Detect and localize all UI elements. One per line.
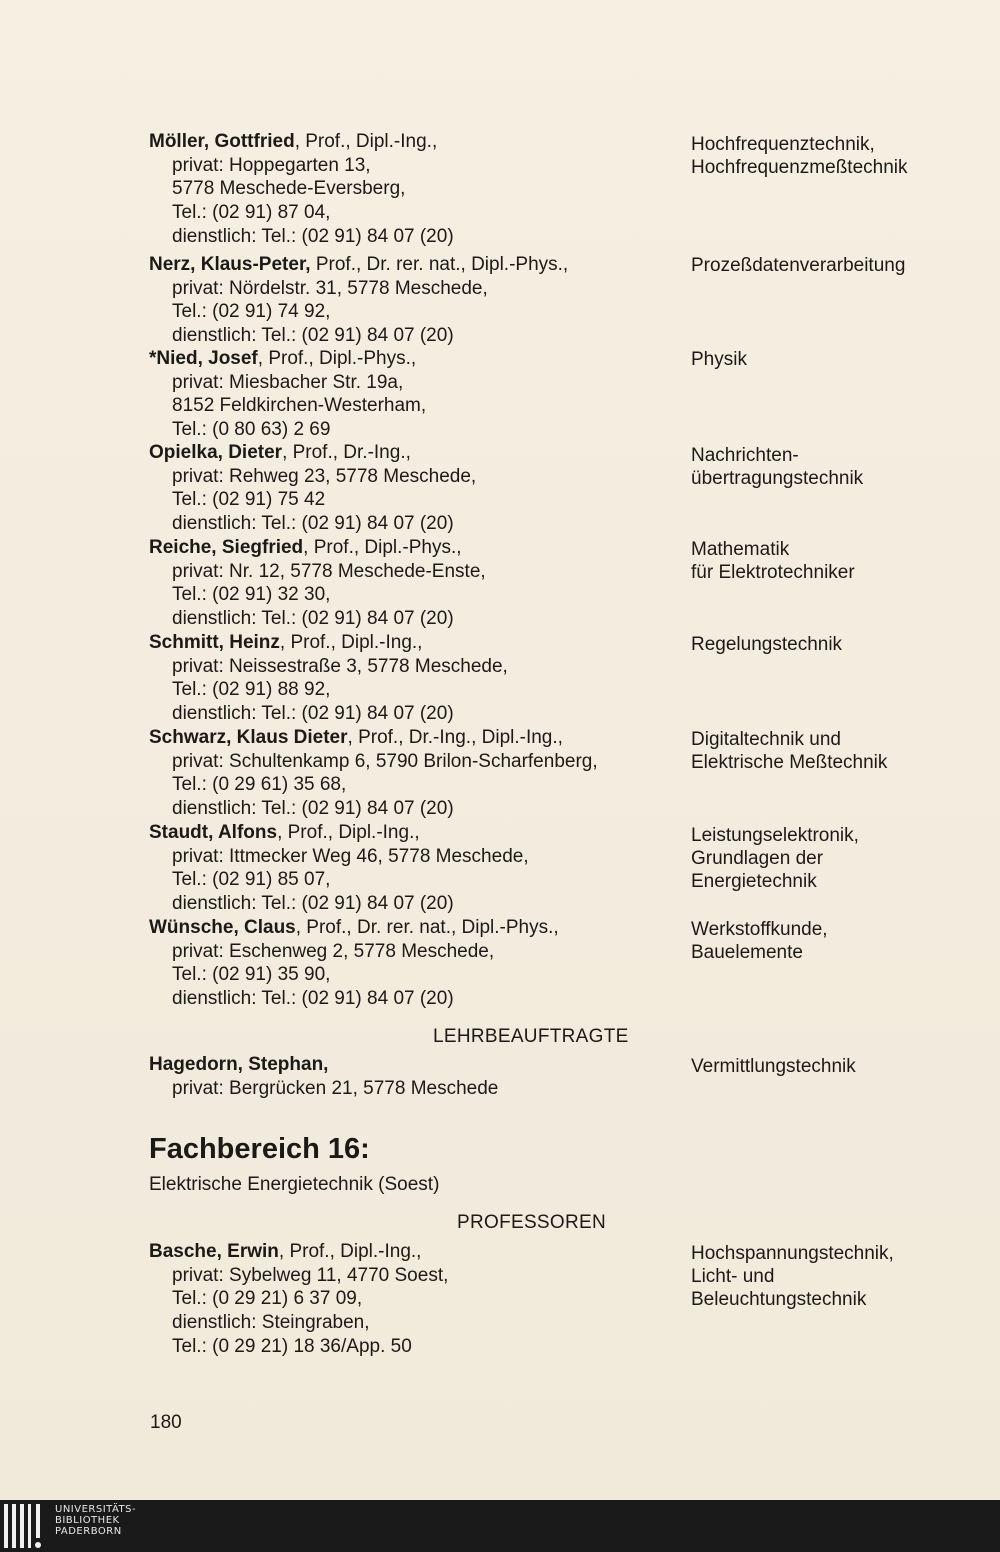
subject-line: Bauelemente xyxy=(691,942,803,963)
library-name xyxy=(55,1504,136,1537)
subject-line: Regelungstechnik xyxy=(691,634,843,655)
staff-entry xyxy=(149,347,669,442)
person-name: Möller, Gottfried xyxy=(149,131,295,152)
contact-line: privat: Nr. 12, 5778 Meschede-Enste, xyxy=(172,560,486,582)
entry-heading xyxy=(149,916,669,940)
entry-heading xyxy=(149,726,669,750)
contact-line: Tel.: (0 29 21) 6 37 09, xyxy=(172,1288,363,1310)
person-title: , Prof., Dipl.-Phys., xyxy=(257,348,417,369)
subject-area xyxy=(691,133,991,179)
section-heading-lehrbeauftragte: LEHRBEAUFTRAGTE xyxy=(433,1026,629,1047)
subject-line: Licht- und xyxy=(691,1266,775,1287)
contact-line: Tel.: (0 80 63) 2 69 xyxy=(172,419,331,441)
subject-line: übertragungstechnik xyxy=(691,468,864,489)
subject-area xyxy=(691,918,991,964)
library-name-line: BIBLIOTHEK xyxy=(55,1515,120,1526)
person-title: , Prof., Dipl.-Ing., xyxy=(279,632,423,653)
person-name: Opielka, Dieter xyxy=(149,442,283,463)
contact-line: Tel.: (02 91) 88 92, xyxy=(172,679,331,701)
contact-line: privat: Schultenkamp 6, 5790 Brilon-Scharfenberg, xyxy=(172,750,598,772)
subject-line: Prozeßdatenverarbeitung xyxy=(691,255,906,276)
subject-line: Hochspannungstechnik, xyxy=(691,1243,894,1264)
subject-line: Hochfrequenzmeßtechnik xyxy=(691,157,908,178)
contact-line: dienstlich: Tel.: (02 91) 84 07 (20) xyxy=(172,988,454,1010)
contact-line: dienstlich: Tel.: (02 91) 84 07 (20) xyxy=(172,225,454,247)
contact-line: privat: Eschenweg 2, 5778 Meschede, xyxy=(172,940,495,962)
contact-line: privat: Neissestraße 3, 5778 Meschede, xyxy=(172,655,508,677)
subject-area xyxy=(691,1242,991,1311)
contact-line: privat: Rehweg 23, 5778 Meschede, xyxy=(172,465,477,487)
contact-line: Tel.: (0 29 61) 35 68, xyxy=(172,774,347,796)
contact-line: dienstlich: Tel.: (02 91) 84 07 (20) xyxy=(172,798,454,820)
subject-line: Leistungselektronik, xyxy=(691,825,859,846)
subject-line: Energietechnik xyxy=(691,871,817,892)
staff-entry xyxy=(149,726,669,821)
subject-area xyxy=(691,444,991,490)
staff-entry xyxy=(149,441,669,536)
entry-heading xyxy=(149,347,669,371)
subject-line: Beleuchtungstechnik xyxy=(691,1289,867,1310)
contact-line: Tel.: (0 29 21) 18 36/App. 50 xyxy=(172,1335,412,1357)
person-title: Prof., Dr. rer. nat., Dipl.-Phys., xyxy=(310,254,569,275)
entry-heading xyxy=(149,821,669,845)
subject-line: Elektrische Meßtechnik xyxy=(691,752,888,773)
entry-heading xyxy=(149,631,669,655)
person-title: , Prof., Dipl.-Phys., xyxy=(303,537,462,558)
person-title: , Prof., Dipl.-Ing., xyxy=(278,1241,422,1262)
person-title: , Prof., Dipl.-Ing., xyxy=(294,131,438,152)
subject-line: Nachrichten- xyxy=(691,445,799,466)
subject-area xyxy=(691,348,991,371)
person-name: *Nied, Josef xyxy=(149,348,258,369)
contact-line: dienstlich: Tel.: (02 91) 84 07 (20) xyxy=(172,325,454,347)
contact-line: Tel.: (02 91) 32 30, xyxy=(172,584,331,606)
entry-heading xyxy=(149,441,669,465)
library-name-line: PADERBORN xyxy=(55,1526,122,1537)
person-name: Wünsche, Claus xyxy=(149,917,296,938)
contact-line: dienstlich: Tel.: (02 91) 84 07 (20) xyxy=(172,703,454,725)
contact-line: dienstlich: Tel.: (02 91) 84 07 (20) xyxy=(172,513,454,535)
staff-entry xyxy=(149,631,669,726)
person-name: Reiche, Siegfried xyxy=(149,537,304,558)
entry-heading xyxy=(149,1053,669,1077)
subject-line: Grundlagen der xyxy=(691,848,824,869)
staff-entry xyxy=(149,1240,669,1359)
subject-area xyxy=(691,824,991,893)
contact-line: Tel.: (02 91) 74 92, xyxy=(172,301,331,323)
subject-line: Digitaltechnik und xyxy=(691,729,841,750)
contact-line: privat: Miesbacher Str. 19a, xyxy=(172,371,404,393)
library-name-line: UNIVERSITÄTS- xyxy=(55,1504,137,1515)
staff-entry xyxy=(149,253,669,348)
section-heading-professoren: PROFESSOREN xyxy=(457,1212,606,1233)
contact-line: privat: Ittmecker Weg 46, 5778 Meschede, xyxy=(172,845,529,867)
department-subtitle: Elektrische Energietechnik (Soest) xyxy=(149,1174,440,1195)
person-title: , Prof., Dipl.-Ing., xyxy=(277,822,420,843)
subject-area xyxy=(691,254,991,277)
contact-line: dienstlich: Tel.: (02 91) 84 07 (20) xyxy=(172,893,454,915)
contact-line: Tel.: (02 91) 85 07, xyxy=(172,869,331,891)
subject-area xyxy=(691,1055,991,1078)
contact-line: Tel.: (02 91) 35 90, xyxy=(172,964,331,986)
staff-entry xyxy=(149,916,669,1011)
subject-line: für Elektrotechniker xyxy=(691,562,855,583)
staff-entry xyxy=(149,130,669,249)
subject-area xyxy=(691,538,991,584)
entry-heading xyxy=(149,253,669,277)
entry-heading xyxy=(149,130,669,154)
person-title: , Prof., Dr. rer. nat., Dipl.-Phys., xyxy=(295,917,559,938)
subject-line: Werkstoffkunde, xyxy=(691,919,828,940)
subject-line: Physik xyxy=(691,349,747,370)
entry-heading xyxy=(149,1240,669,1264)
contact-line: dienstlich: Tel.: (02 91) 84 07 (20) xyxy=(172,608,454,630)
contact-line: privat: Bergrücken 21, 5778 Meschede xyxy=(172,1077,499,1099)
contact-line: 5778 Meschede-Eversberg, xyxy=(172,178,406,200)
staff-entry xyxy=(149,536,669,631)
contact-line: Tel.: (02 91) 87 04, xyxy=(172,202,331,224)
subject-area xyxy=(691,633,991,656)
subject-area xyxy=(691,728,991,774)
contact-line: privat: Hoppegarten 13, xyxy=(172,154,371,176)
contact-line: privat: Sybelweg 11, 4770 Soest, xyxy=(172,1264,449,1286)
page-number: 180 xyxy=(150,1412,182,1433)
person-name: Staudt, Alfons xyxy=(149,822,278,843)
person-name: Hagedorn, Stephan, xyxy=(149,1054,329,1075)
person-title: , Prof., Dr.-Ing., xyxy=(282,442,411,463)
entry-heading xyxy=(149,536,669,560)
staff-entry xyxy=(149,1053,669,1100)
subject-line: Mathematik xyxy=(691,539,790,560)
staff-entry xyxy=(149,821,669,916)
person-name: Schwarz, Klaus Dieter xyxy=(149,727,348,748)
person-name: Basche, Erwin xyxy=(149,1241,279,1262)
person-title: , Prof., Dr.-Ing., Dipl.-Ing., xyxy=(347,727,563,748)
person-name: Nerz, Klaus-Peter, xyxy=(149,254,311,275)
library-footer xyxy=(0,1500,1000,1552)
contact-line: 8152 Feldkirchen-Westerham, xyxy=(172,395,427,417)
contact-line: privat: Nördelstr. 31, 5778 Meschede, xyxy=(172,277,488,299)
department-title: Fachbereich 16: xyxy=(149,1133,370,1165)
subject-line: Hochfrequenztechnik, xyxy=(691,134,875,155)
person-name: Schmitt, Heinz xyxy=(149,632,280,653)
subject-line: Vermittlungstechnik xyxy=(691,1056,856,1077)
contact-line: Tel.: (02 91) 75 42 xyxy=(172,489,326,511)
contact-line: dienstlich: Steingraben, xyxy=(172,1312,370,1334)
